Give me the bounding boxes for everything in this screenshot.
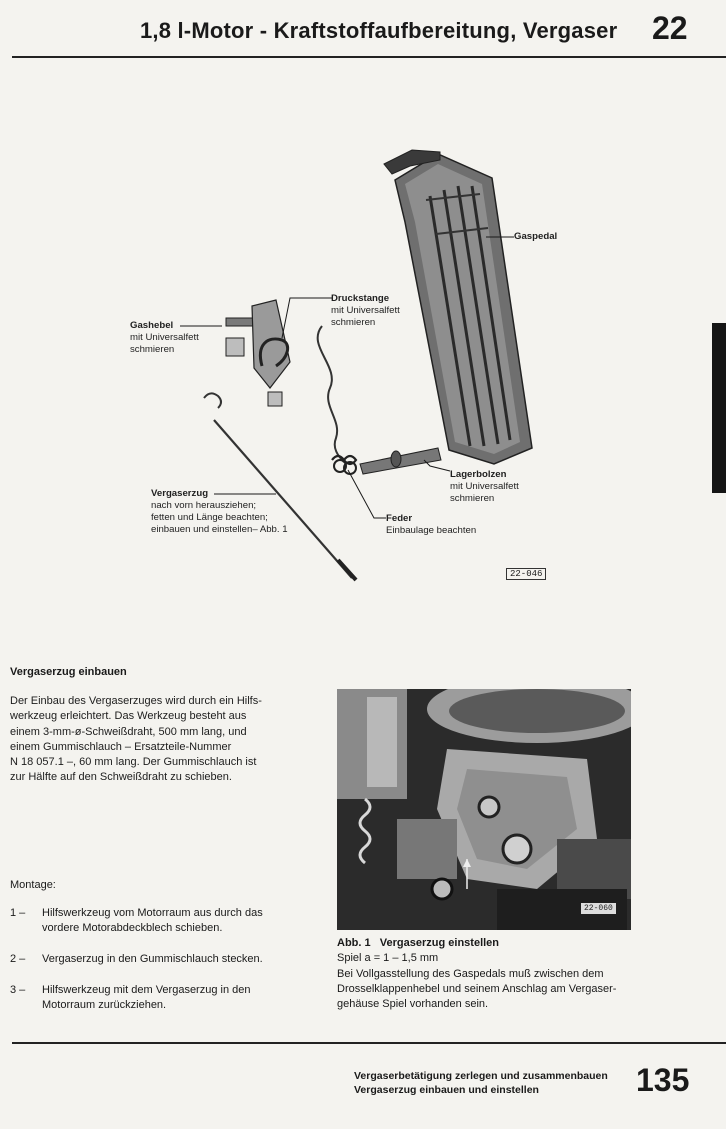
label-vergaserzug: Vergaserzug nach vorn herausziehen; fetten und Länge beachten; einbauen und einstellen– Abb. 1 — [151, 488, 288, 535]
montage-heading: Montage: — [10, 879, 56, 891]
figure-reference: 22-046 — [506, 568, 546, 580]
carburetor-photo — [337, 689, 631, 930]
caption-line: gehäuse Spiel vorhanden sein. — [337, 998, 489, 1011]
bearing-pin-illustration — [360, 448, 441, 474]
header-rule — [12, 56, 726, 58]
label-gaspedal: Gaspedal — [514, 231, 558, 242]
paragraph-line: werkzeug erleichtert. Das Werkzeug besteht aus — [10, 710, 247, 723]
list-line: Hilfswerkzeug vom Motorraum aus durch das — [42, 907, 263, 919]
paragraph-line: zur Hälfte auf den Schweißdraht zu schieben. — [10, 771, 232, 784]
paragraph-line: Der Einbau des Vergaserzuges wird durch ein Hilfs- — [10, 695, 262, 707]
list-line: Hilfswerkzeug mit dem Vergaserzug in den — [42, 984, 251, 996]
list-item — [10, 983, 310, 1015]
page-title: 1,8 l-Motor - Kraftstoffaufbereitung, Vergaser — [140, 18, 618, 43]
photo-caption — [337, 936, 667, 1012]
footer-line: Vergaserbetätigung zerlegen und zusammenbauen — [354, 1070, 608, 1082]
chapter-number: 22 — [652, 10, 688, 46]
section-heading: Vergaserzug einbauen — [10, 666, 127, 678]
footer-line: Vergaserzug einbauen und einstellen — [354, 1084, 539, 1096]
list-number: 1 – — [10, 907, 26, 919]
list-line: Motorraum zurückziehen. — [42, 999, 167, 1012]
carburetor-photo-art — [337, 689, 631, 930]
caption-line: Drosselklappenhebel und seinem Anschlag am Vergaser- — [337, 982, 617, 995]
pedal-assembly-drawing — [0, 130, 726, 600]
paragraph-line: einem 3-mm-ø-Schweißdraht, 500 mm lang, und — [10, 725, 247, 738]
caption-spiel: Spiel a = 1 – 1,5 mm — [337, 952, 439, 965]
paragraph-line: N 18 057.1 –, 60 mm lang. Der Gummischlauch ist — [10, 756, 257, 769]
caption-line: Bei Vollgasstellung des Gaspedals muß zwischen dem — [337, 967, 604, 980]
list-line: vordere Motorabdeckblech schieben. — [42, 922, 223, 935]
list-item — [10, 952, 310, 968]
spring-illustration — [318, 326, 356, 474]
gas-pedal-illustration — [384, 150, 532, 464]
label-gashebel: Gashebel mit Universalfett schmieren — [130, 320, 199, 355]
paragraph-line: einem Gummischlauch – Ersatzteile-Nummer — [10, 740, 232, 753]
throttle-lever-illustration — [226, 300, 290, 406]
label-lagerbolzen: Lagerbolzen mit Universalfett schmieren — [450, 469, 519, 504]
throttle-cable-illustration — [204, 393, 356, 580]
list-number: 3 – — [10, 984, 26, 996]
label-feder: Feder Einbaulage beachten — [386, 513, 477, 536]
list-number: 2 – — [10, 953, 26, 965]
section-paragraph — [10, 694, 310, 786]
footer-rule — [12, 1042, 726, 1044]
photo-reference: 22-060 — [581, 903, 616, 914]
list-line: Vergaserzug in den Gummischlauch stecken. — [42, 953, 263, 965]
label-druckstange: Druckstange mit Universalfett schmieren — [331, 293, 400, 328]
page-number: 135 — [636, 1062, 690, 1098]
list-item — [10, 906, 310, 938]
footer-topics — [354, 1069, 608, 1097]
caption-heading: Abb. 1 Vergaserzug einstellen — [337, 937, 500, 949]
